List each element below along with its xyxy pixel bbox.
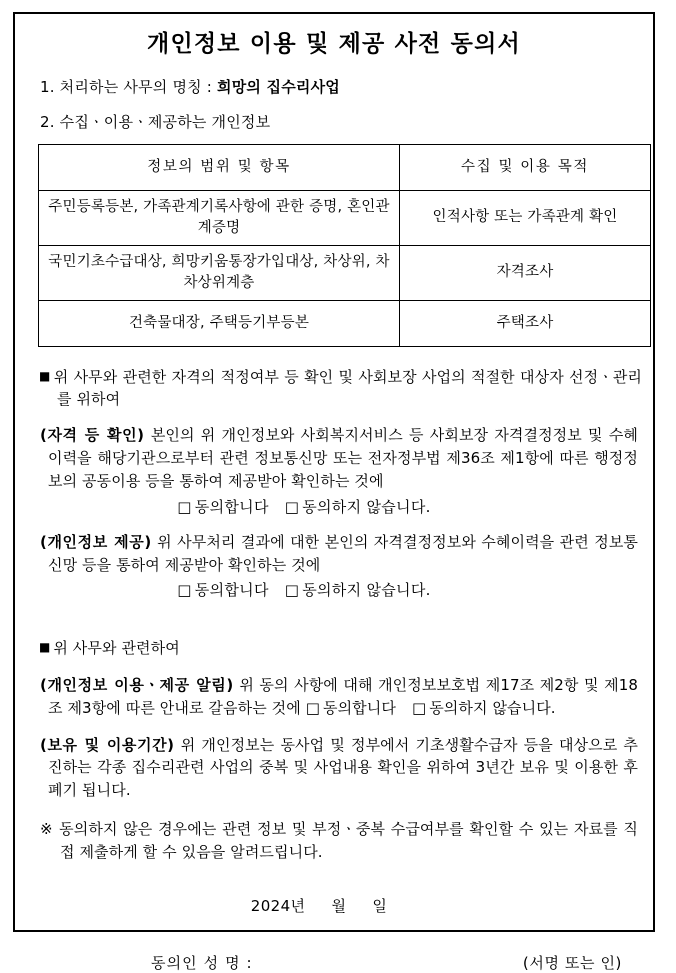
- table-header-purpose: 수집 및 이용 목적: [400, 144, 651, 190]
- table-cell-scope: 국민기초수급대상, 희망키움통장가입대상, 차상위, 차차상위계층: [39, 245, 400, 300]
- checkbox-disagree-qualification[interactable]: □: [284, 497, 300, 516]
- checkbox-agree-info-provision[interactable]: □: [177, 581, 192, 600]
- table-cell-purpose: 주택조사: [400, 300, 651, 346]
- item-1-label: 1. 처리하는 사무의 명칭 :: [40, 77, 218, 96]
- label-disagree-notice: 동의하지 않습니다.: [429, 698, 556, 717]
- footnote-text: 동의하지 않은 경우에는 관련 정보 및 부정ㆍ중복 수급여부를 확인할 수 있는 자료를 직접 제출하게 할 수 있음을 알려드립니다.: [59, 820, 638, 862]
- filled-square-icon: ■: [39, 368, 54, 383]
- table-header-scope: 정보의 범위 및 항목: [39, 144, 400, 190]
- table-row: [39, 300, 651, 346]
- clause-info-provision-body: 위 사무처리 결과에 대한 본인의 자격결정정보와 수혜이력을 관련 정보통신망 등을 통하여 제공받아 확인하는 것에: [48, 532, 638, 574]
- date-day: 일: [372, 896, 388, 915]
- section-1-heading: [39, 367, 642, 411]
- date-year: 2024년: [250, 896, 306, 915]
- filled-square-icon: ■: [39, 640, 54, 655]
- document-border-frame: [13, 12, 655, 972]
- clause-qualification-lead: (자격 등 확인): [40, 426, 145, 445]
- checkbox-disagree-info-provision[interactable]: □: [284, 581, 300, 600]
- clause-notice: [40, 674, 638, 720]
- label-disagree-qualification: 동의하지 않습니다.: [302, 497, 431, 516]
- table-cell-scope: 주민등록등본, 가족관계기록사항에 관한 증명, 혼인관계증명: [39, 190, 400, 245]
- signature-line: [26, 952, 642, 973]
- footnote: [40, 818, 638, 865]
- section-1-heading-text: 위 사무와 관련한 자격의 적정여부 등 확인 및 사회보장 사업의 적절한 대상자 선정ㆍ관리를 위하여: [53, 367, 642, 408]
- clause-retention-period: [40, 734, 638, 802]
- clause-qualification-check: [40, 424, 638, 492]
- date-month: 월: [331, 896, 347, 915]
- clause-info-provision-lead: (개인정보 제공): [40, 532, 152, 551]
- label-agree-qualification: 동의합니다: [194, 497, 269, 516]
- label-agree-notice: 동의합니다: [322, 698, 396, 717]
- label-agree-info-provision: 동의합니다: [194, 581, 269, 600]
- signer-name-label: 동의인 성 명 :: [151, 953, 253, 972]
- table-cell-purpose: 인적사항 또는 가족관계 확인: [400, 190, 651, 245]
- clause-qualification-body: 본인의 위 개인정보와 사회복지서비스 등 사회보장 자격결정정보 및 수혜이력을 해당기관으로부터 관련 정보통신망 또는 전자정부법 제36조 제1항에 따른 행정정보의 공동이용 등을 통하여 제공받아 확인하는 것에: [48, 426, 638, 490]
- signature-note: (서명 또는 인): [522, 953, 622, 972]
- clause-notice-lead: (개인정보 이용ㆍ제공 알림): [40, 676, 234, 695]
- choice-row-qualification: [26, 496, 642, 517]
- table-cell-purpose: 자격조사: [400, 245, 651, 300]
- label-disagree-info-provision: 동의하지 않습니다.: [302, 581, 431, 600]
- document-content: [15, 14, 653, 972]
- checkbox-disagree-notice[interactable]: □: [411, 698, 427, 717]
- table-cell-scope: 건축물대장, 주택등기부등본: [39, 300, 400, 346]
- item-1-value: 희망의 집수리사업: [217, 77, 340, 96]
- section-2-heading-text: 위 사무와 관련하여: [53, 639, 180, 658]
- date-line: [26, 895, 642, 916]
- item-1-task-name: [40, 78, 642, 98]
- reference-mark-icon: ※: [40, 820, 54, 839]
- checkbox-agree-notice[interactable]: □: [305, 698, 320, 717]
- clause-notice-body: 위 동의 사항에 대해 개인정보보호법 제17조 제2항 및 제18조 제3항에 따른 안내로 갈음하는 것에: [48, 676, 639, 717]
- section-2-heading: [39, 638, 642, 660]
- personal-info-table: [38, 144, 651, 347]
- item-2-label: 2. 수집ㆍ이용ㆍ제공하는 개인정보: [40, 113, 271, 132]
- page-title: 개인정보 이용 및 제공 사전 동의서: [147, 31, 521, 57]
- clause-info-provision: [40, 531, 638, 577]
- section-spacer: [26, 600, 642, 618]
- table-row: [39, 245, 651, 300]
- table-row: [39, 190, 651, 245]
- checkbox-agree-qualification[interactable]: □: [177, 497, 192, 516]
- clause-retention-body: 위 개인정보는 동사업 및 정부에서 기초생활수급자 등을 대상으로 추진하는 각종 집수리관련 사업의 중복 및 사업내용 확인을 위하여 3년간 보유 및 이용한 후 폐기 됩니다.: [48, 735, 638, 800]
- table-header-row: [39, 144, 651, 190]
- clause-retention-lead: (보유 및 이용기간): [40, 735, 175, 754]
- choice-row-info-provision: [26, 579, 642, 600]
